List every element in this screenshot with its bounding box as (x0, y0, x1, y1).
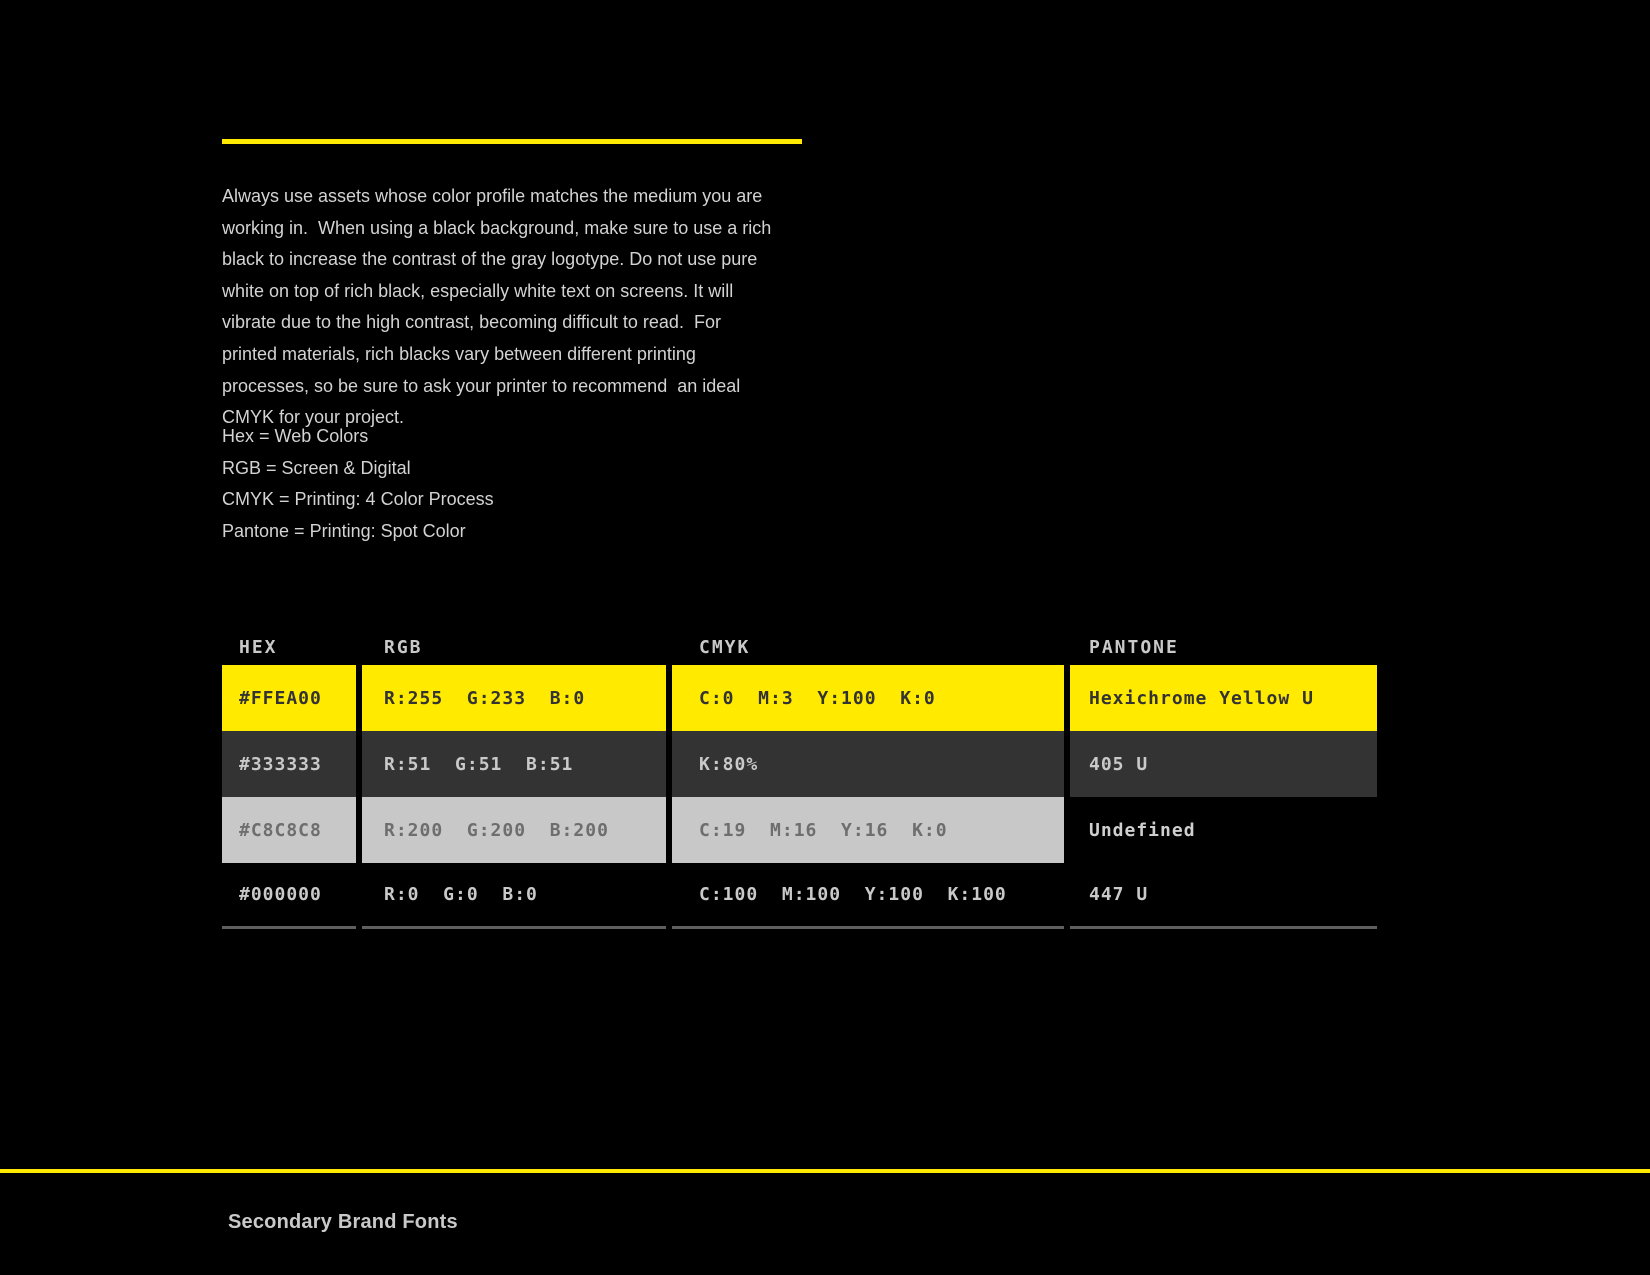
column-header-rgb: RGB (384, 636, 423, 658)
column-header-cmyk: CMYK (699, 636, 751, 658)
hex-value-cell: #000000 (222, 863, 356, 929)
table-row-black (222, 863, 1377, 929)
table-row-dark-gray (222, 731, 1377, 797)
color-spec-table (222, 629, 1377, 929)
column-header-hex: HEX (239, 636, 278, 658)
rgb-value-cell: R:51 G:51 B:51 (362, 731, 666, 797)
hex-value-cell: #FFEA00 (222, 665, 356, 731)
pantone-value-cell: Hexichrome Yellow U (1070, 665, 1377, 731)
rgb-value-cell: R:255 G:233 B:0 (362, 665, 666, 731)
table-row-yellow (222, 665, 1377, 731)
hex-value-cell: #333333 (222, 731, 356, 797)
rgb-value-cell: R:200 G:200 B:200 (362, 797, 666, 863)
table-header-row (222, 629, 1377, 665)
pantone-value-cell: 405 U (1070, 731, 1377, 797)
hex-value-cell: #C8C8C8 (222, 797, 356, 863)
column-header-pantone: PANTONE (1089, 636, 1179, 658)
top-yellow-rule (222, 139, 802, 144)
cmyk-value-cell: C:19 M:16 Y:16 K:0 (672, 797, 1064, 863)
cmyk-value-cell: C:100 M:100 Y:100 K:100 (672, 863, 1064, 929)
bottom-yellow-rule (0, 1169, 1650, 1173)
legend-line-rgb: RGB = Screen & Digital (222, 457, 411, 478)
color-format-legend (222, 421, 494, 547)
pantone-value-cell: Undefined (1089, 819, 1196, 841)
intro-paragraph: Always use assets whose color profile matches the medium you are working in. When using a black background, make sure to use a rich black to increase the contrast of the gray logotype. Do not use pure white on top of rich black, especially white text on screens. It will vibrate due to the high contrast, becoming difficult to read. For printed materials, rich blacks vary between different printing processes, so be sure to ask your printer to recommend an ideal CMYK for your project. (222, 186, 777, 428)
pantone-value-cell: 447 U (1070, 863, 1377, 929)
section-title: Secondary Brand Fonts (228, 1211, 458, 1233)
legend-line-cmyk: CMYK = Printing: 4 Color Process (222, 489, 494, 510)
legend-line-hex: Hex = Web Colors (222, 426, 369, 446)
cmyk-value-cell: K:80% (672, 731, 1064, 797)
table-row-light-gray (222, 797, 1377, 863)
cmyk-value-cell: C:0 M:3 Y:100 K:0 (672, 665, 1064, 731)
rgb-value-cell: R:0 G:0 B:0 (362, 863, 666, 929)
legend-line-pantone: Pantone = Printing: Spot Color (222, 520, 466, 541)
